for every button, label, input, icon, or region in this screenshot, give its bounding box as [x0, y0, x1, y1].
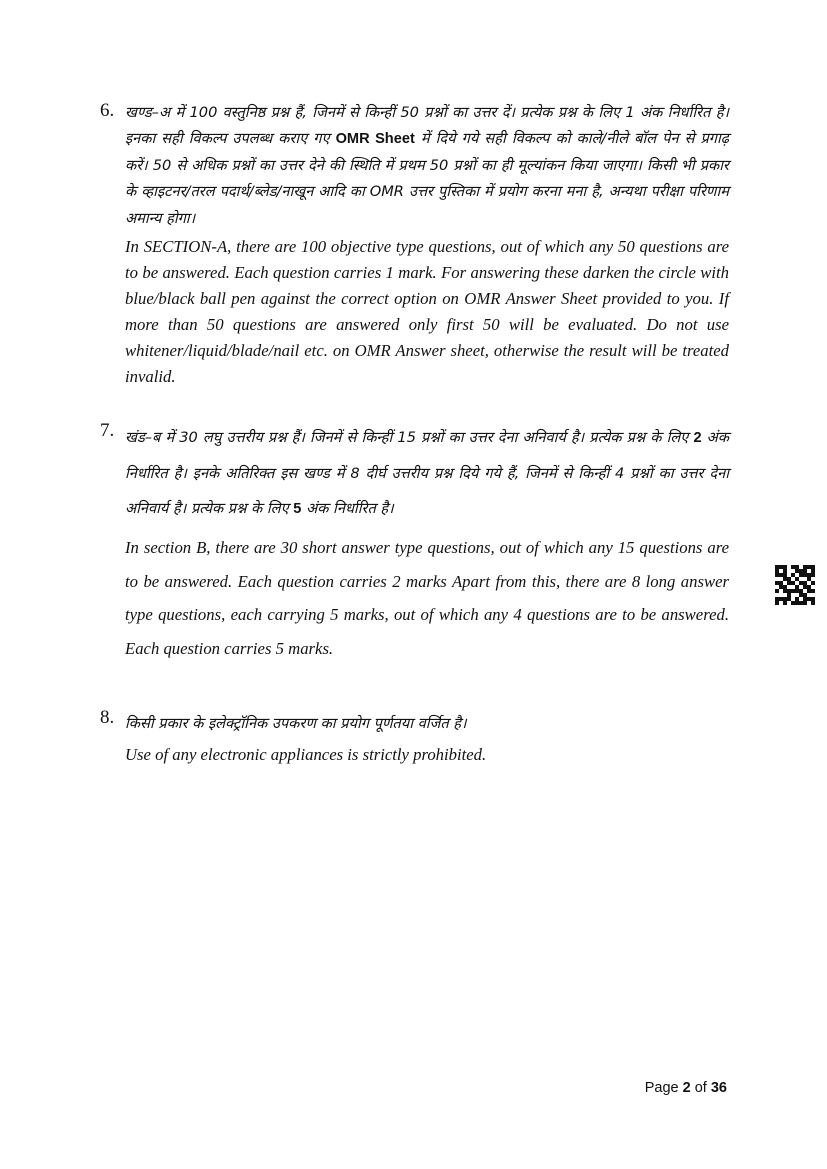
instruction-english: In section B, there are 30 short answer type questions, out of which any 15 questions are to be answered. Each question carries 2 marks Apart from this, there are 8 long answer type questions, each carrying 5 marks, out of which any 4 questions are to be answered. Each question carries 5 marks. [125, 538, 729, 658]
instruction-hindi: खंड–ब में 30 लघु उत्तरीय प्रश्न हैं। जिनमें से किन्हीं 15 प्रश्नों का उत्तर देना अनिवार्य है। प्रत्येक प्रश्न के लिए 2 अंक निर्धारित है। इनके अतिरिक्त इस खण्ड में 8 दीर्घ उत्तरीय प्रश्न दिये गये हैं, जिनमें से किन्हीं 4 प्रश्नों का उत्तर देना अनिवार्य है। प्रत्येक प्रश्न के लिए 5 अंक निर्धारित है। [125, 429, 730, 517]
instruction-number: 6. [100, 100, 115, 121]
instruction-number: 8. [100, 707, 115, 728]
instruction-number: 7. [100, 420, 115, 441]
page-of: of [694, 1080, 707, 1096]
instruction-hindi: किसी प्रकार के इलेक्ट्रॉनिक उपकरण का प्रयोग पूर्णतया वर्जित है। [125, 715, 467, 732]
page-footer [645, 1080, 727, 1096]
page-label: Page [644, 1080, 679, 1096]
page-total: 36 [710, 1080, 727, 1096]
page-current: 2 [682, 1080, 691, 1096]
instruction-english: In SECTION-A, there are 100 objective type questions, out of which any 50 questions are to be answered. Each question carries 1 mark. For answering these darken the circle with blue/black ball pen against the correct option on OMR Answer Sheet provided to you. If more than 50 questions are answered only first 50 will be evaluated. Do not use whitener/liquid/blade/nail etc. on OMR Answer sheet, otherwise the result will be treated invalid. [125, 237, 729, 387]
qr-code-icon [775, 565, 815, 605]
instruction-hindi: खण्ड–अ में 100 वस्तुनिष्ठ प्रश्न हैं, जिनमें से किन्हीं 50 प्रश्नों का उत्तर दें। प्रत्येक प्रश्न के लिए 1 अंक निर्धारित है। इनका सही विकल्प उपलब्ध कराए गए OMR Sheet में दिये गये सही विकल्प को काले/नीले बॉल पेन से प्रगाढ़ करें। 50 से अधिक प्रश्नों का उत्तर देने की स्थिति में प्रथम 50 प्रश्नों का ही मूल्यांकन किया जाएगा। किसी भी प्रकार के व्हाइटनर/तरल पदार्थ/ब्लेड/नाखून आदि का OMR उत्तर पुस्तिका में प्रयोग करना मना है, अन्यथा परीक्षा परिणाम अमान्य होगा। [125, 104, 730, 227]
omr-sheet-label: OMR Sheet [335, 131, 415, 148]
instruction-english: Use of any electronic appliances is strictly prohibited. [125, 745, 487, 764]
